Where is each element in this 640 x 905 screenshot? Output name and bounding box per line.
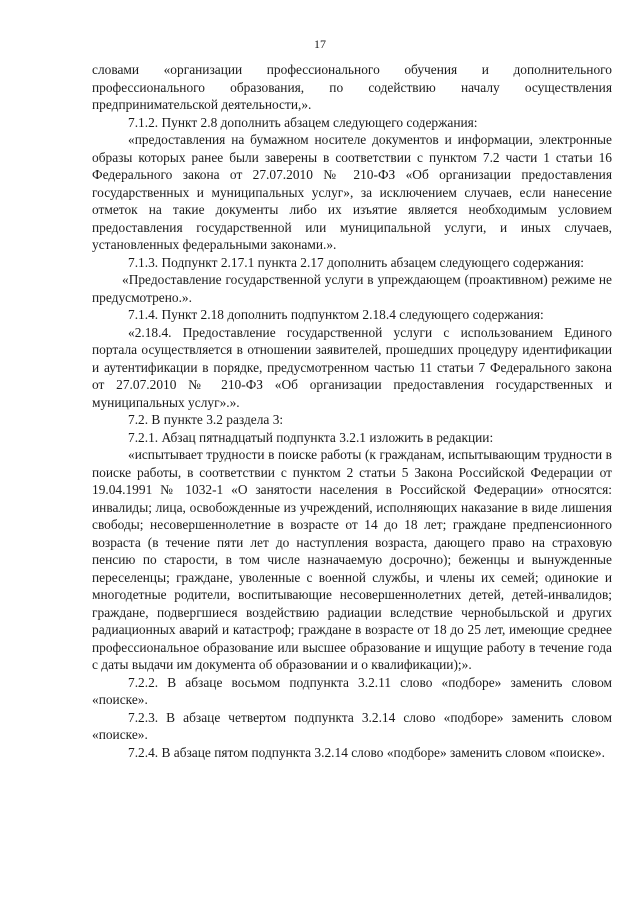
paragraph: «Предоставление государственной услуги в упреждающем (проактивном) режиме не предусмотрено.». bbox=[92, 272, 612, 305]
page-number: 17 bbox=[314, 37, 326, 51]
paragraph: 7.1.3. Подпункт 2.17.1 пункта 2.17 дополнить абзацем следующего содержания: bbox=[128, 254, 584, 270]
paragraph: 7.1.4. Пункт 2.18 дополнить подпунктом 2.18.4 следующего содержания: bbox=[128, 307, 544, 322]
paragraph: «предоставления на бумажном носителе документов и информации, электронные образы которых ранее были заверены в соответствии с пунктом 7.2 части 1 статьи 16 Федерального закона от 27.07.2010 № 210-ФЗ «Об организации предоставления государственных и муниципальных услуг», за исключением случаев, если нанесение отметок на такие документы либо их изъятие является необходимым условием предоставления государственной или муниципальной услуги, и иных случаев, установленных федеральными законами.». bbox=[92, 132, 612, 252]
paragraph: «2.18.4. Предоставление государственной услуги с использованием Единого портала осуществляется в отношении заявителей, прошедших процедуру идентификации и аутентификации в порядке, предусмотренном частью 11 статьи 7 Федерального закона от 27.07.2010 № 210-ФЗ «Об организации предоставления государственных и муниципальных услуг».». bbox=[92, 324, 612, 410]
paragraph: 7.2.3. В абзаце четвертом подпункта 3.2.14 слово «подборе» заменить словом «поиске». bbox=[92, 709, 612, 742]
paragraph: словами «организации профессионального обучения и дополнительного профессионального образования, по содействию началу осуществления предпринимательской деятельности,». bbox=[92, 62, 612, 112]
paragraph: 7.1.2. Пункт 2.8 дополнить абзацем следующего содержания: bbox=[128, 114, 478, 130]
paragraph: 7.2. В пункте 3.2 раздела 3: bbox=[128, 412, 284, 427]
document-body bbox=[92, 61, 612, 761]
paragraph: 7.2.1. Абзац пятнадцатый подпункта 3.2.1 изложить в редакции: bbox=[128, 429, 494, 445]
paragraph: 7.2.2. В абзаце восьмом подпункта 3.2.11 слово «подборе» заменить словом «поиске». bbox=[92, 674, 612, 707]
paragraph: «испытывает трудности в поиске работы (к гражданам, испытывающим трудности в поиске работы, в соответствии с пунктом 2 статьи 5 Закона Российской Федерации от 19.04.1991 № 1032-1 «О занятости населения в Российской Федерации» относятся: инвалиды; лица, освобожденные из учреждений, исполняющих наказание в виде лишения свободы; несовершеннолетние в возрасте от 14 до 18 лет; граждане предпенсионного возраста (в течение пяти лет до наступления возраста, дающего право на страховую пенсию по старости, в том числе назначаемую досрочно); беженцы и вынужденные переселенцы; граждане, уволенные с военной службы, и члены их семей; одинокие и многодетные родители, воспитывающие несовершеннолетних детей, детей-инвалидов; граждане, подвергшиеся воздействию радиации вследствие чернобыльской и других радиационных аварий и катастроф; граждане в возрасте от 18 до 25 лет, имеющие среднее профессиональное образование или высшее образование и ищущие работу в течение года с даты выдачи им документа об образовании и о квалификации);». bbox=[92, 447, 612, 672]
paragraph: 7.2.4. В абзаце пятом подпункта 3.2.14 слово «подборе» заменить словом «поиске». bbox=[128, 744, 605, 760]
